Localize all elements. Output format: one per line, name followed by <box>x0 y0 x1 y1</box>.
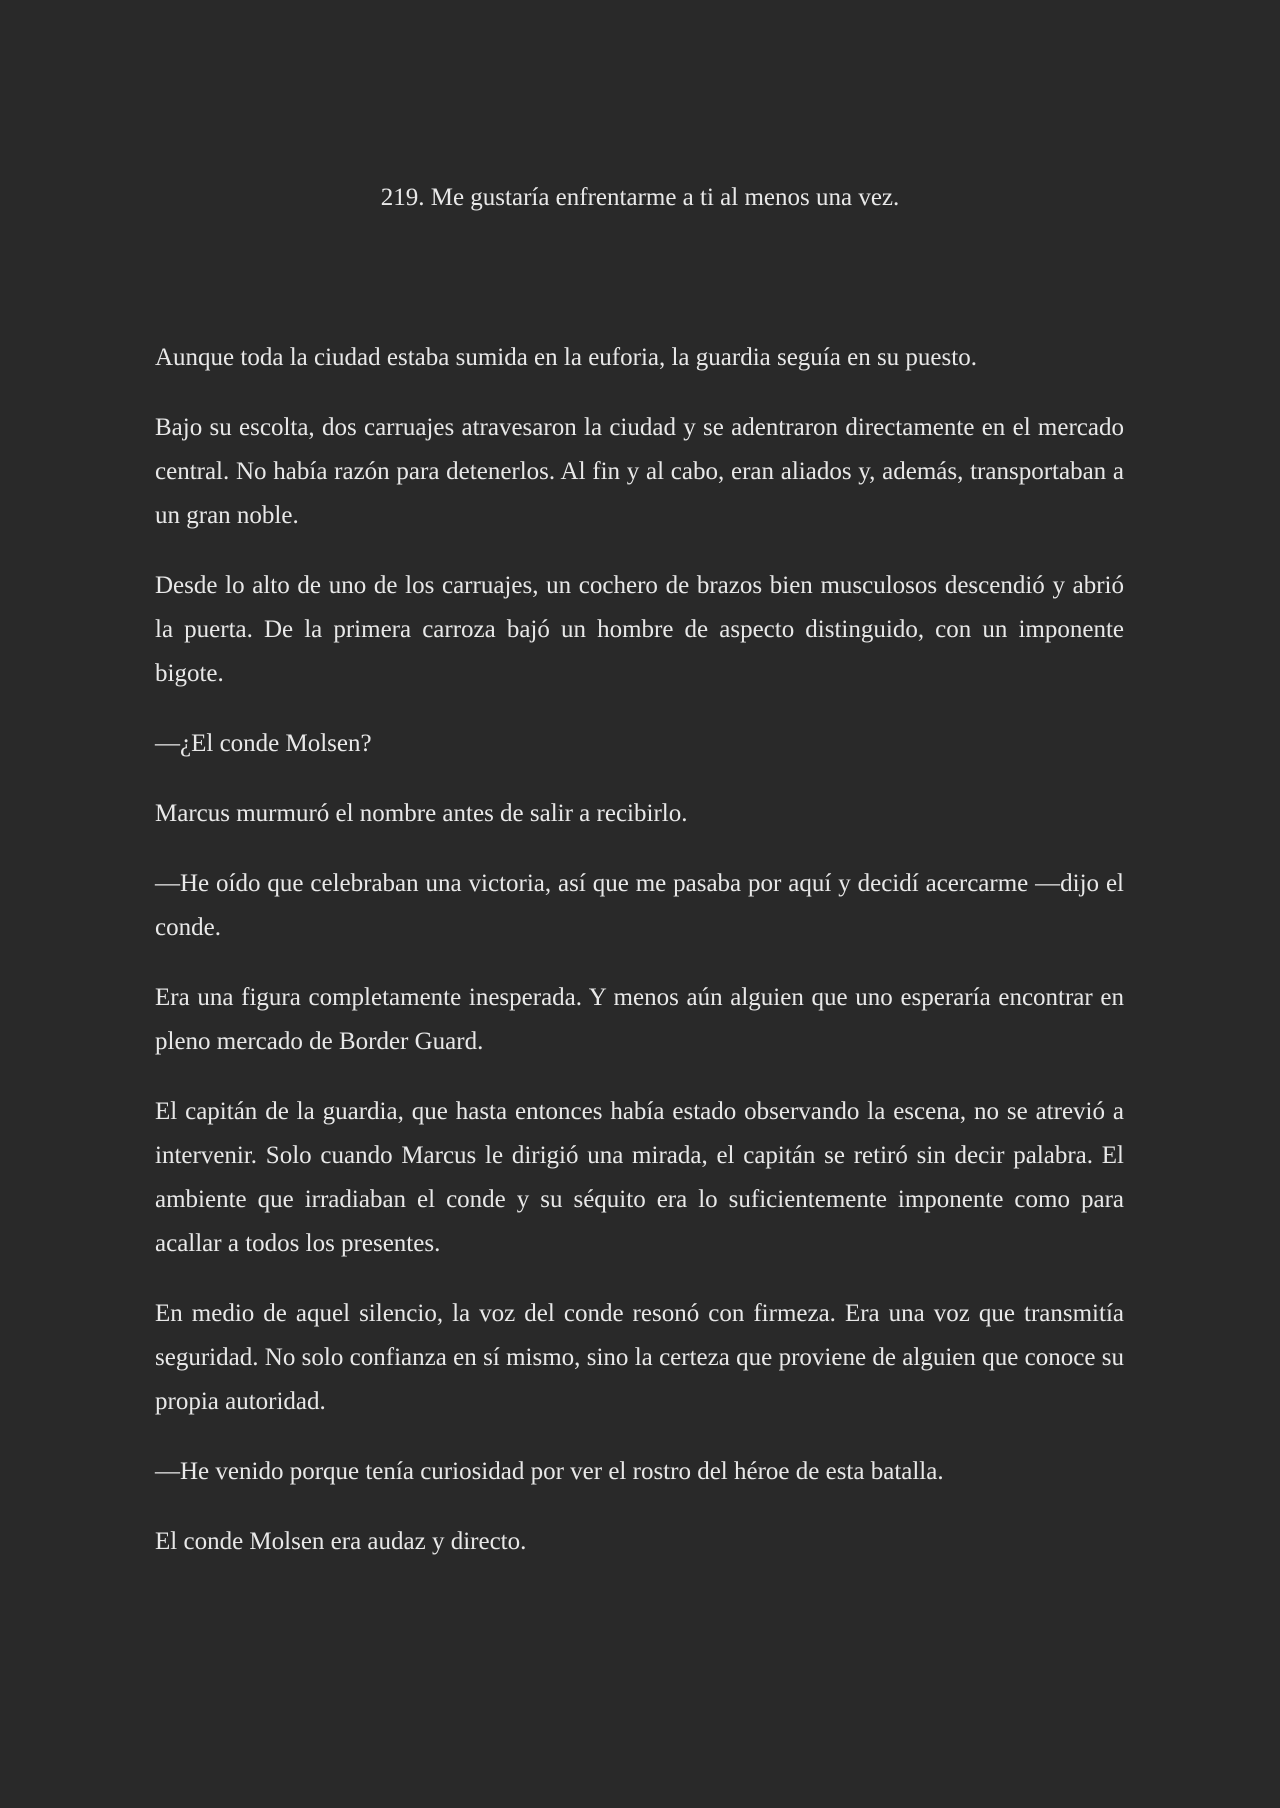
paragraph: En medio de aquel silencio, la voz del conde resonó con firmeza. Era una voz que transmitía seguridad. No solo confianza en sí mismo, sino la certeza que proviene de alguien que conoce su propia autoridad. <box>155 1300 1124 1415</box>
paragraph: El conde Molsen era audaz y directo. <box>155 1528 527 1555</box>
paragraph: —He venido porque tenía curiosidad por ver el rostro del héroe de esta batalla. <box>155 1458 944 1485</box>
paragraph: Marcus murmuró el nombre antes de salir a recibirlo. <box>155 800 688 827</box>
paragraph: El capitán de la guardia, que hasta entonces había estado observando la escena, no se atrevió a intervenir. Solo cuando Marcus le dirigió una mirada, el capitán se retiró sin decir palabra. El ambiente que irradiaban el conde y su séquito era lo suficientemente imponente como para acallar a todos los presentes. <box>155 1098 1124 1257</box>
paragraph: Desde lo alto de uno de los carruajes, un cochero de brazos bien musculosos descendió y abrió la puerta. De la primera carroza bajó un hombre de aspecto distinguido, con un imponente bigote. <box>155 572 1124 687</box>
paragraph: —¿El conde Molsen? <box>155 730 372 757</box>
paragraph: Bajo su escolta, dos carruajes atravesaron la ciudad y se adentraron directamente en el mercado central. No había razón para detenerlos. Al fin y al cabo, eran aliados y, además, transportaban a un gran noble. <box>155 414 1124 529</box>
paragraph: —He oído que celebraban una victoria, así que me pasaba por aquí y decidí acercarme —dijo el conde. <box>155 870 1124 941</box>
paragraph: Era una figura completamente inesperada. Y menos aún alguien que uno esperaría encontrar en pleno mercado de Border Guard. <box>155 984 1124 1055</box>
paragraph: Aunque toda la ciudad estaba sumida en la euforia, la guardia seguía en su puesto. <box>155 344 977 371</box>
chapter-title: 219. Me gustaría enfrentarme a ti al menos una vez. <box>380 184 900 211</box>
chapter-content <box>155 336 1124 1590</box>
